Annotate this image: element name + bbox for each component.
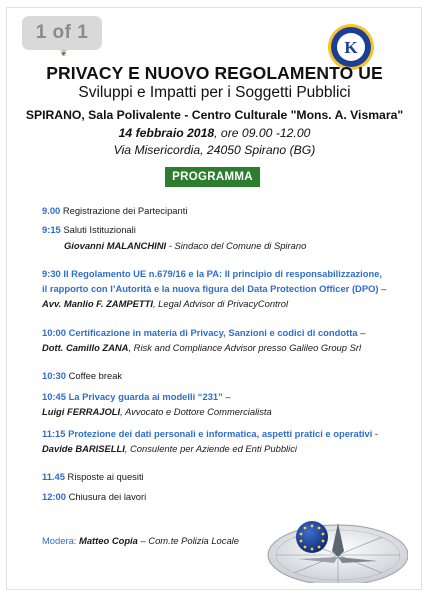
agenda-speaker [42, 342, 361, 353]
agenda-item-title [42, 283, 386, 294]
speaker-name: Avv. Manlio F. ZAMPETTI [42, 298, 153, 309]
agenda-item-title: 9:30 Il Regolamento UE n.679/16 e la PA: Il principio di responsabilizzazione, [42, 268, 383, 279]
agenda-text: Coffee break [65, 370, 123, 381]
speaker-role: , Risk and Compliance Advisor presso Galileo Group Srl [128, 342, 362, 353]
agenda-item [42, 471, 144, 482]
laurel-icon: ❦ [60, 48, 68, 58]
moderator-line [42, 535, 239, 546]
agenda-dash: – [378, 283, 387, 294]
event-date-day: 14 febbraio 2018 [118, 126, 215, 140]
agenda-text: Registrazione dei Partecipanti [60, 205, 188, 216]
speaker-name: Davide BARISELLI [42, 443, 125, 454]
event-date-hours: , ore 09.00 -12.00 [214, 126, 311, 140]
agenda-dash: – [357, 327, 366, 338]
event-subtitle: Sviluppi e Impatti per i Soggetti Pubblici [78, 84, 351, 101]
agenda-time: 9:15 [42, 224, 61, 235]
agenda-speaker [42, 443, 297, 454]
agenda-title-text: 10:45 La Privacy guarda ai modelli “231” [42, 391, 223, 402]
speaker-role: , Legal Advisor di PrivacyControl [152, 298, 289, 309]
agenda-title-text: 10:00 Certificazione in materia di Privacy, Sanzioni e codici di condotta [42, 327, 358, 338]
agenda-time: 11.45 [42, 471, 65, 482]
compass-eu-icon [258, 493, 408, 583]
event-title: PRIVACY E NUOVO REGOLAMENTO UE [46, 63, 383, 83]
moderator-label: Modera: [42, 535, 77, 546]
agenda-dash: - [372, 428, 379, 439]
agenda-speaker [42, 298, 288, 309]
agenda-item-title [42, 391, 231, 402]
agenda-item [42, 224, 136, 235]
agenda-dash: – [222, 391, 231, 402]
speaker-name: Dott. Camillo ZANA [42, 342, 129, 353]
moderator-speaker [76, 535, 239, 546]
event-date [0, 126, 429, 140]
programma-banner: PROGRAMMA [165, 167, 260, 187]
agenda-text: Risposte ai quesiti [64, 471, 144, 482]
kiwanis-logo-letter: K [344, 38, 358, 57]
speaker-role: , Avvocato e Dottore Commercialista [120, 406, 272, 417]
speaker-role: , Consulente per Aziende ed Enti Pubblici [124, 443, 297, 454]
agenda-item [42, 491, 146, 502]
agenda-title-text: 11:15 Protezione dei dati personali e informatica, aspetti pratici e operativi [42, 428, 373, 439]
agenda-item-title [42, 327, 365, 338]
moderator-role: – Com.te Polizia Locale [137, 535, 239, 546]
agenda-time: 12:00 [42, 491, 66, 502]
event-address: Via Misericordia, 24050 Spirano (BG) [113, 143, 316, 157]
agenda-item [42, 370, 122, 381]
agenda-title-text: il rapporto con l’Autorità e la nuova figura del Data Protection Officer (DPO) [42, 283, 379, 294]
moderator-name: Matteo Copia [76, 535, 138, 546]
agenda-speaker [42, 406, 272, 417]
agenda-time: 9.00 [42, 205, 61, 216]
agenda-speaker [64, 240, 306, 251]
agenda-time: 10:30 [42, 370, 66, 381]
speaker-name: Luigi FERRAJOLI [42, 406, 121, 417]
agenda-text: Saluti Istituzionali [60, 224, 136, 235]
event-venue: SPIRANO, Sala Polivalente - Centro Culturale "Mons. A. Vismara" [25, 108, 404, 122]
agenda-item [42, 205, 187, 216]
page-counter-badge: 1 of 1 [22, 16, 102, 50]
agenda-item-title [42, 428, 378, 439]
agenda-text: Chiusura dei lavori [65, 491, 147, 502]
speaker-role: - Sindaco del Comune di Spirano [166, 240, 307, 251]
speaker-name: Giovanni MALANCHINI [64, 240, 167, 251]
